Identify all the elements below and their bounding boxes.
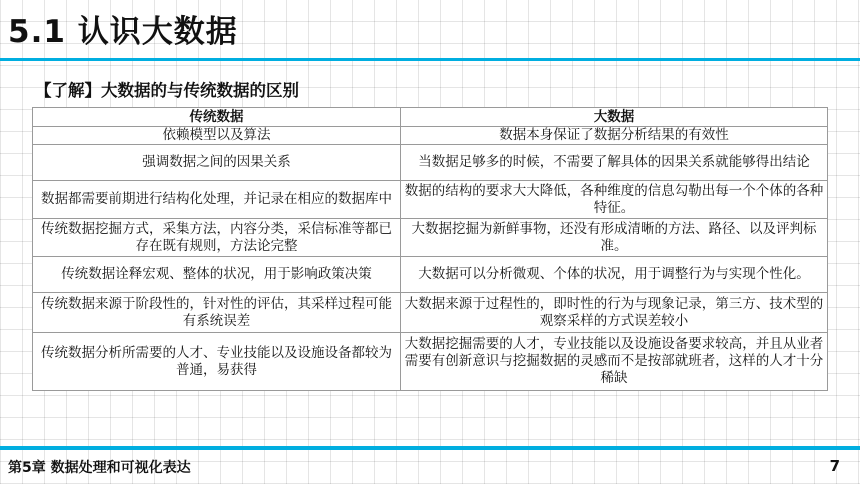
traditional-cell: 依赖模型以及算法 xyxy=(33,127,401,145)
traditional-cell: 传统数据诠释宏观、整体的状况，用于影响政策决策 xyxy=(33,257,401,293)
table-row xyxy=(33,257,828,293)
comparison-table xyxy=(32,107,828,391)
table-row xyxy=(33,293,828,333)
traditional-cell: 传统数据挖掘方式，采集方法，内容分类，采信标准等都已存在既有规则，方法论完整 xyxy=(33,219,401,257)
big-data-cell: 大数据挖掘需要的人才，专业技能以及设施设备要求较高，并且从业者需要有创新意识与挖掘数据的灵感而不是按部就班者，这样的人才十分稀缺 xyxy=(401,333,828,391)
traditional-cell: 传统数据来源于阶段性的，针对性的评估，其采样过程可能有系统误差 xyxy=(33,293,401,333)
chapter-label: 第5章 数据处理和可视化表达 xyxy=(8,460,191,476)
page-number: 7 xyxy=(829,457,840,475)
table-row xyxy=(33,181,828,219)
traditional-cell: 数据都需要前期进行结构化处理，并记录在相应的数据库中 xyxy=(33,181,401,219)
page-title: 5.1 认识大数据 xyxy=(8,14,238,50)
big-data-cell: 数据本身保证了数据分析结果的有效性 xyxy=(401,127,828,145)
header-big-data: 大数据 xyxy=(401,108,828,127)
big-data-cell: 大数据挖掘为新鲜事物，还没有形成清晰的方法、路径、以及评判标准。 xyxy=(401,219,828,257)
traditional-cell: 传统数据分析所需要的人才、专业技能以及设施设备都较为普通，易获得 xyxy=(33,333,401,391)
big-data-cell: 大数据来源于过程性的，即时性的行为与现象记录，第三方、技术型的观察采样的方式误差较小 xyxy=(401,293,828,333)
table-row xyxy=(33,333,828,391)
traditional-cell: 强调数据之间的因果关系 xyxy=(33,145,401,181)
table-header-row xyxy=(33,108,828,127)
section-subtitle: 【了解】大数据的与传统数据的区别 xyxy=(35,81,299,100)
big-data-cell: 数据的结构的要求大大降低，各种维度的信息勾勒出每一个个体的各种特征。 xyxy=(401,181,828,219)
header-traditional-data: 传统数据 xyxy=(33,108,401,127)
table-row xyxy=(33,219,828,257)
table-row xyxy=(33,145,828,181)
footer-divider xyxy=(0,446,860,450)
big-data-cell: 大数据可以分析微观、个体的状况，用于调整行为与实现个性化。 xyxy=(401,257,828,293)
title-divider xyxy=(0,58,860,61)
table-row xyxy=(33,127,828,145)
big-data-cell: 当数据足够多的时候，不需要了解具体的因果关系就能够得出结论 xyxy=(401,145,828,181)
